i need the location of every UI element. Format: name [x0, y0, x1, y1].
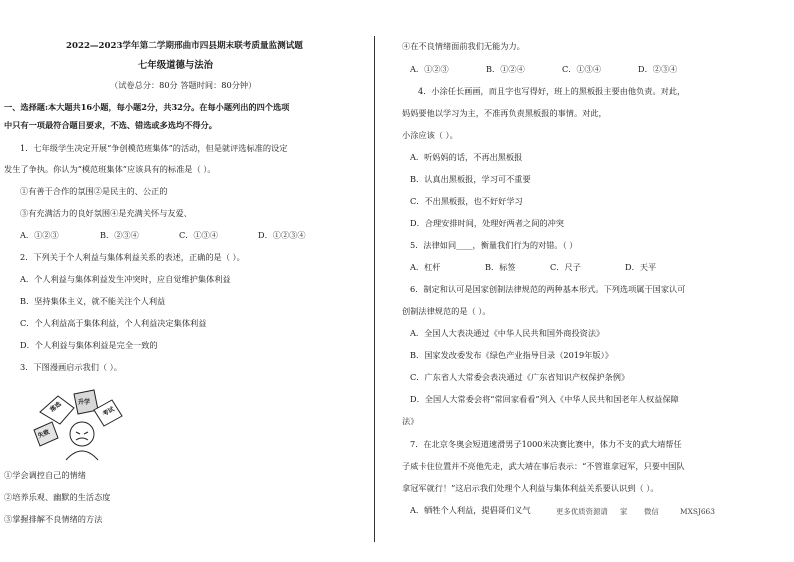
- subject-title: 七年级道德与法治: [138, 60, 214, 71]
- q3-option-a: A．①②③: [410, 64, 449, 74]
- q5-options: [410, 262, 656, 273]
- q5-option-c: C．尺子: [550, 262, 581, 272]
- q6-stem-line2: 创制法律规范的是（ ）。: [402, 306, 491, 316]
- watermark-text-2: 家: [620, 507, 628, 516]
- q7-stem-line1: 7．在北京冬奥会短道速滑男子1000米决赛比赛中，体力不支的武大靖帮任: [410, 439, 682, 449]
- section-intro-line1: 一、选择题:本大题共16小题，每小题2分，共32分。在每小题列出的四个选项: [4, 102, 290, 112]
- q3-option-c: C．①③④: [562, 64, 602, 74]
- cartoon-word-1: 落选: [48, 400, 63, 414]
- q1-item1: ①有善于合作的氛围②是民主的、公正的: [20, 186, 168, 196]
- q2-option-d: D．个人利益与集体利益是完全一致的: [20, 340, 158, 350]
- cartoon-word-4: 失败: [36, 428, 51, 440]
- cartoon-head: [70, 422, 94, 446]
- q7-stem-line2: 子威卡住位置并不亮他先走，武大靖在事后表示：“不管谁拿冠军，只要中国队: [402, 461, 685, 471]
- q6-option-b: B．国家发改委发布《绿色产业指导目录（2019年版）》: [410, 350, 613, 360]
- exam-title: 2022—2023学年第二学期邢曲市四县期末联考质量监测试题: [66, 41, 303, 51]
- q4-option-d: D．合理安排时间，处理好两者之间的冲突: [410, 218, 564, 228]
- q4-option-c: C．不出黑板报，也不好好学习: [410, 196, 523, 206]
- q6-option-a: A．全国人大表决通过《中华人民共和国外商投资法》: [410, 328, 605, 338]
- q3-item2: ②培养乐观、幽默的生活态度: [4, 492, 111, 502]
- q2-option-a: A．个人利益与集体利益发生冲突时，应自觉维护集体利益: [20, 274, 231, 284]
- q3-item4: ④在不良情绪面前我们无能为力。: [402, 41, 525, 51]
- cartoon-word-3: 考试: [101, 405, 116, 418]
- q2-option-c: C．个人利益高于集体利益，个人利益决定集体利益: [20, 318, 207, 328]
- q3-options: [410, 64, 677, 75]
- q6-option-d-line1: D．全国人大常委会将“常回家看看”列入《中华人民共和国老年人权益保障: [410, 394, 679, 404]
- q1-option-b: B．②③④: [100, 230, 139, 240]
- q5-option-d: D．天平: [625, 262, 657, 272]
- q7-stem-line3: 拿冠军就行！”这启示我们处理个人利益与集体利益关系要认识到（ ）。: [402, 483, 659, 493]
- q1-option-c: C．①③④: [179, 230, 219, 240]
- q3-item3: ③掌握排解不良情绪的方法: [4, 514, 103, 524]
- q4-option-b: B．认真出黑板报，学习可不重要: [410, 174, 531, 184]
- q1-stem-line1: 1．七年级学生决定开展“争创模范班集体”的活动，但是就评选标准的设定: [20, 143, 288, 153]
- q1-stem-line2: 发生了争执。你认为“模范班集体”应该具有的标准是（ ）。: [4, 164, 216, 174]
- q1-option-d: D．①②③④: [258, 230, 306, 240]
- q6-stem-line1: 6．制定和认可是国家创制法律规范的两种基本形式。下列选项属于国家认可: [410, 284, 686, 294]
- q1-option-a: A．①②③: [20, 230, 59, 240]
- cartoon-word-2: 升学: [78, 399, 91, 406]
- q2-stem: 2．下列关于个人利益与集体利益关系的表述，正确的是（ ）。: [20, 252, 245, 262]
- q2-option-b: B．坚持集体主义，就不能关注个人利益: [20, 296, 166, 306]
- watermark-text-3: 微信: [644, 507, 659, 516]
- q6-option-d-line2: 法》: [402, 416, 419, 426]
- q5-option-a: A．杠杆: [410, 262, 441, 272]
- watermark-text-4: MXSJ663: [680, 507, 715, 516]
- q3-cartoon-figure: [30, 382, 130, 462]
- q1-options: [20, 230, 306, 241]
- exam-meta: （试卷总分：80分 答题时间：80分钟）: [110, 80, 257, 90]
- section-intro-line2: 中只有一项最符合题目要求，不选、错选或多选均不得分。: [4, 120, 217, 130]
- q3-option-d: D．②③④: [638, 64, 678, 74]
- q3-item1: ①学会调控自己的情绪: [4, 470, 86, 480]
- q3-option-b: B．①②④: [486, 64, 525, 74]
- q1-item2: ③有充满活力的良好氛围④是充满关怀与友爱、: [20, 208, 192, 218]
- cartoon-body: [66, 451, 98, 460]
- q4-stem-line1: 4．小涂任长画画，而且字也写得好，班上的黑板报主要由他负责。对此，: [418, 86, 686, 96]
- q3-stem: 3．下图漫画启示我们（ ）。: [20, 362, 122, 372]
- q4-stem-line3: 小涂应该（ ）。: [402, 130, 458, 140]
- q7-option-a: A．牺牲个人利益，提倡哥们义气: [410, 505, 531, 515]
- q5-option-b: B．标签: [485, 262, 516, 272]
- column-divider: [374, 36, 375, 542]
- watermark-text-1: 更多优质资源请: [556, 507, 608, 516]
- q6-option-c: C．广东省人大常委会表决通过《广东省知识产权保护条例》: [410, 372, 630, 382]
- q4-stem-line2: 妈妈要他以学习为主，不准再负责黑板报的事情。对此，: [402, 108, 607, 118]
- q4-option-a: A．听妈妈的话，不再出黑板报: [410, 152, 523, 162]
- q5-stem: 5．法律如同____，衡量我们行为的对错。（ ）: [410, 240, 578, 250]
